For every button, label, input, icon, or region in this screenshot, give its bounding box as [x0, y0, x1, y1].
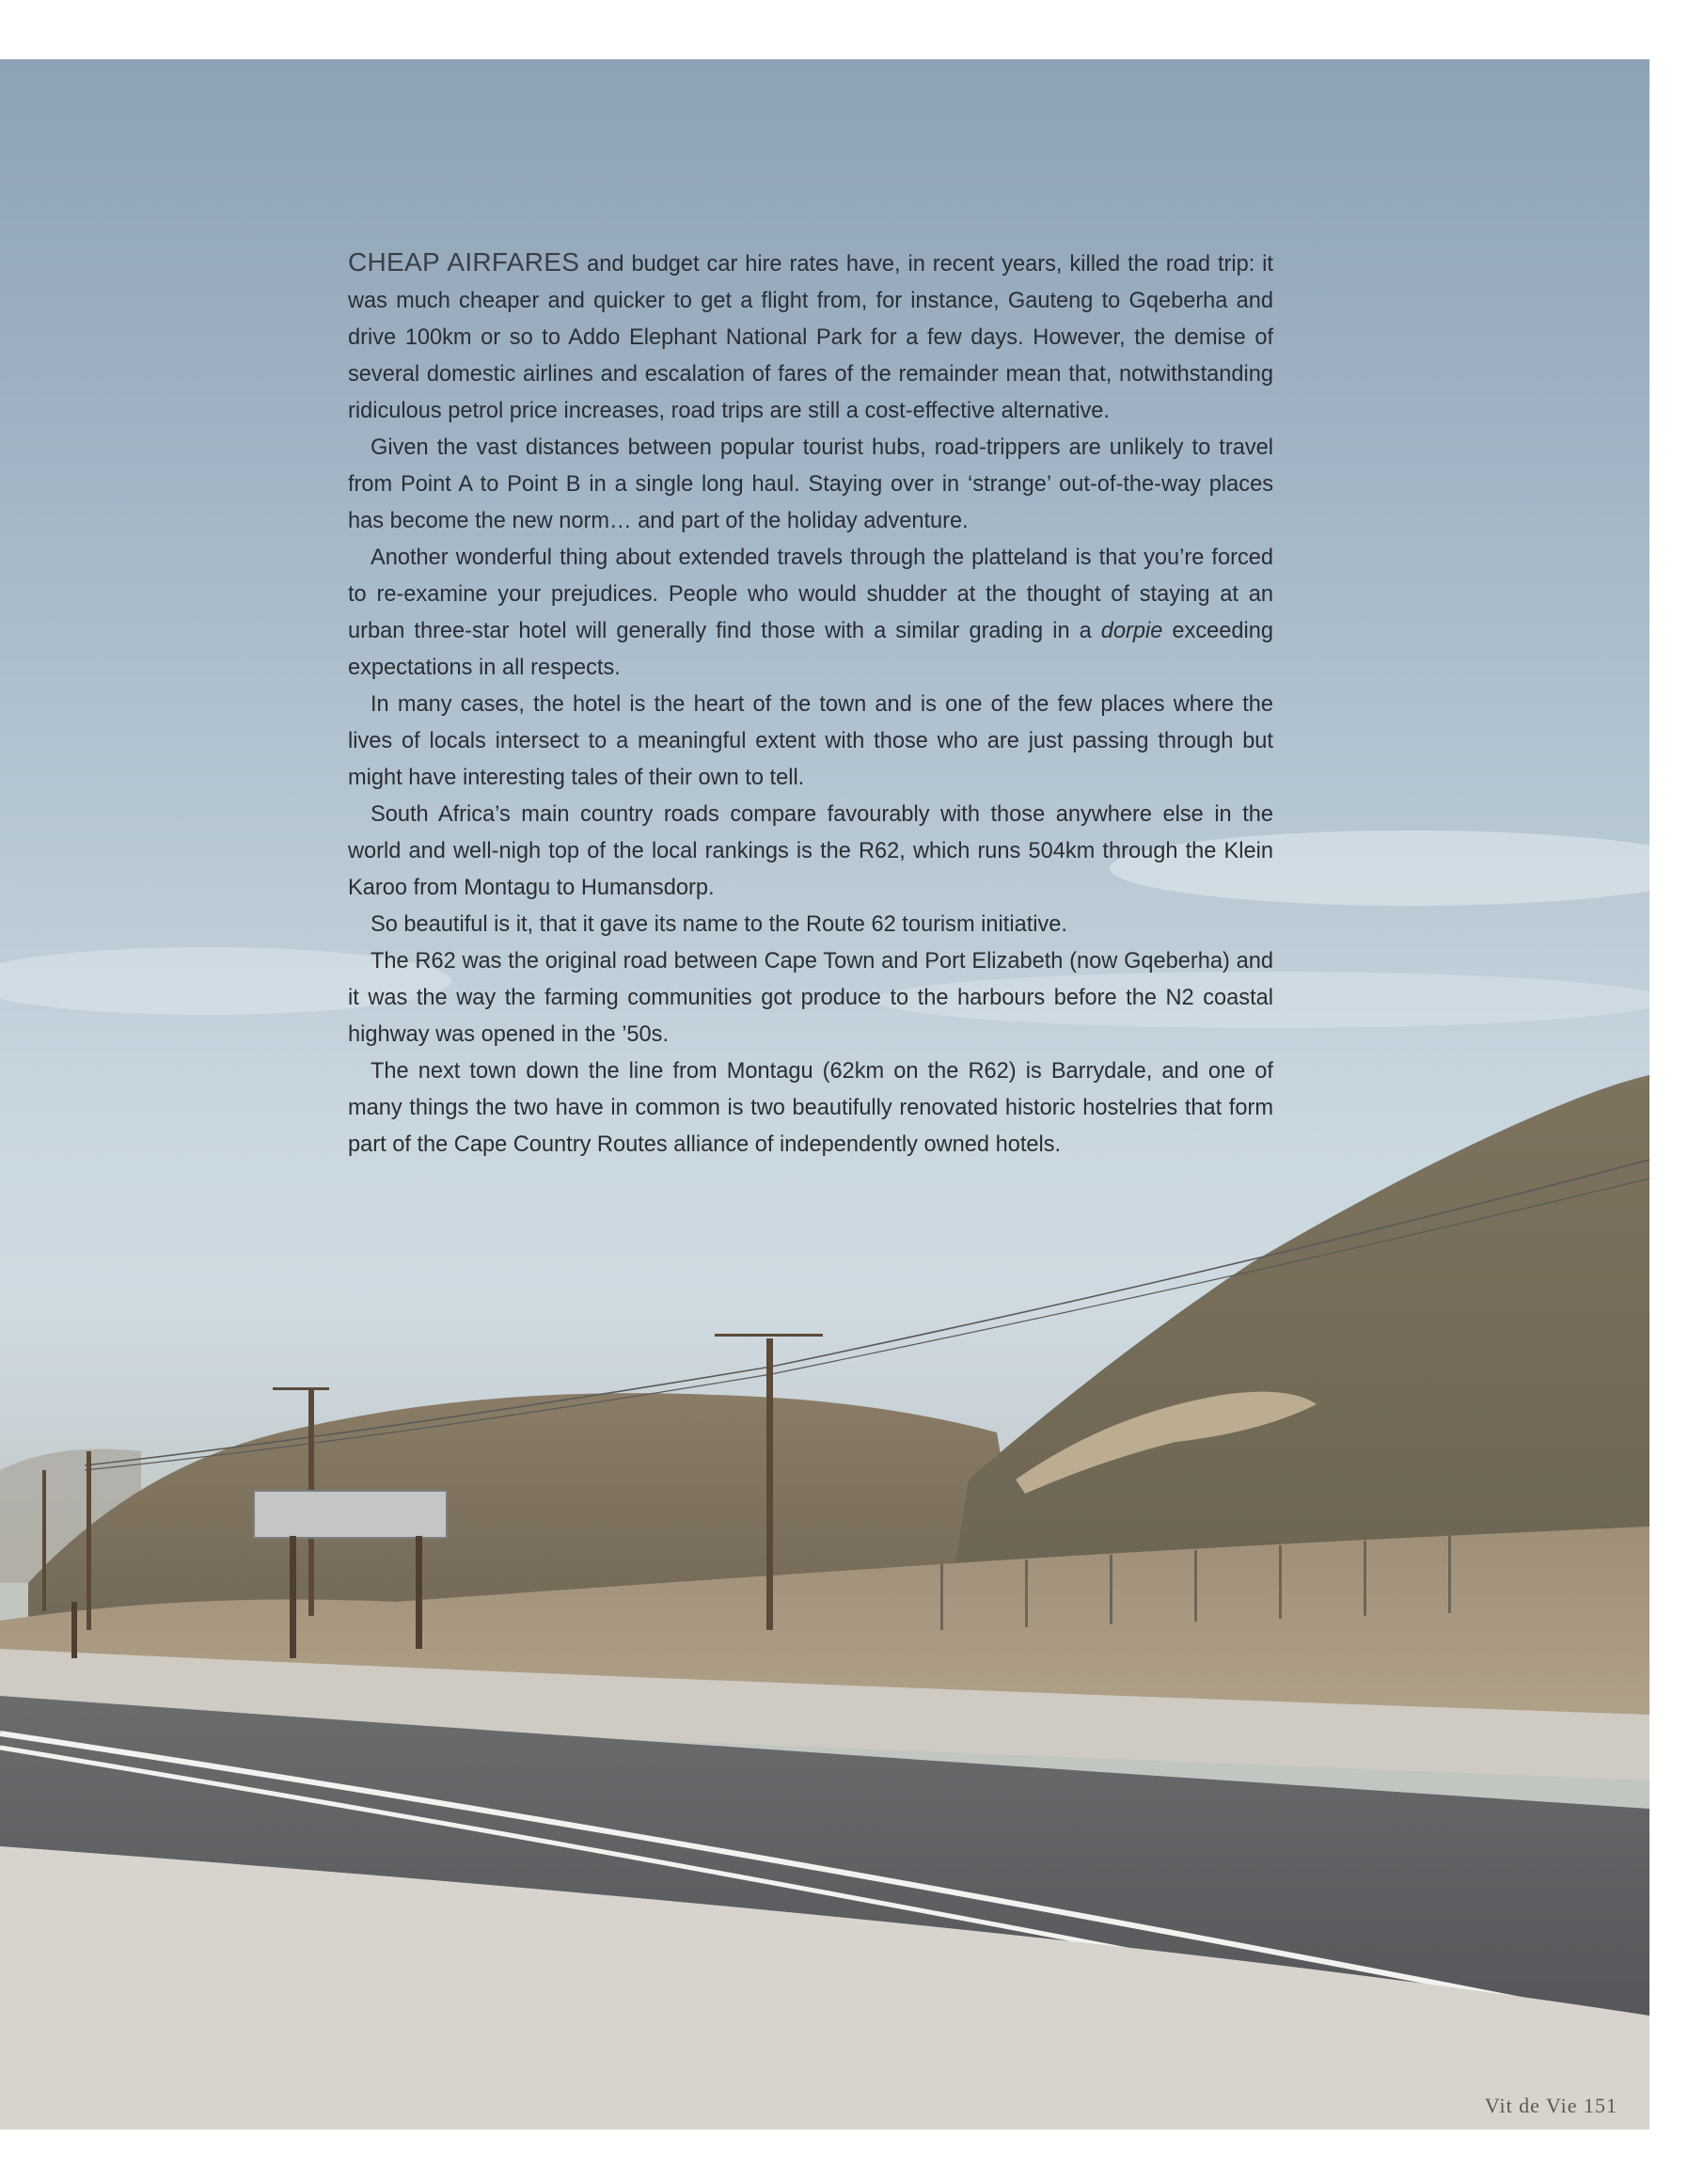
- paragraph: Given the vast distances between popular tourist hubs, road-trippers are unlikely to travel from Point A to Point B in a single long haul. Staying over in ‘strange’ out-of-the-way places has become the new norm… and part of the holiday adventure.: [348, 435, 1273, 533]
- article-body: [348, 244, 1273, 1163]
- paragraph: In many cases, the hotel is the heart of the town and is one of the few places where the lives of locals intersect to a meaningful extent with those who are just passing through but might have interesting tales of their own to tell.: [348, 692, 1273, 790]
- paragraph: [348, 244, 1273, 430]
- paragraph: The R62 was the original road between Cape Town and Port Elizabeth (now Gqeberha) and it was the way the farming communities got produce to the harbours before the N2 coastal highway was opened in the ’50s.: [348, 949, 1273, 1047]
- paragraph-text: and budget car hire rates have, in recent years, killed the road trip: it was much cheaper and quicker to get a flight from, for instance, Gauteng to Gqeberha and drive 100km or so to Addo Elephant National Park for a few days. However, the demise of several domestic airlines and escalation of fares of the remainder mean that, notwithstanding ridiculous petrol price increases, road trips are still a cost-effective alternative.: [348, 252, 1273, 423]
- publication-name: Vit de Vie: [1484, 2094, 1578, 2117]
- paragraph: South Africa’s main country roads compare favourably with those anywhere else in the world and well-nigh top of the local rankings is the R62, which runs 504km through the Klein Karoo from Montagu to Humansdorp.: [348, 802, 1273, 900]
- lead-in: CHEAP AIRFARES: [348, 247, 580, 277]
- paragraph: The next town down the line from Montagu (62km on the R62) is Barrydale, and one of many things the two have in common is two beautifully renovated historic hostelries that form part of the Cape Country Routes alliance of independently owned hotels.: [348, 1059, 1273, 1157]
- italic-term: dorpie: [1100, 619, 1163, 643]
- paragraph-text: Another wonderful thing about extended travels through the platteland is that you’re forced to re-examine your prejudices. People who would shudder at the thought of staying at an urban three-star hotel will generally find those with a similar grading in a: [348, 546, 1273, 643]
- paragraph: So beautiful is it, that it gave its name to the Route 62 tourism initiative.: [371, 912, 1067, 937]
- paragraph: [348, 540, 1273, 687]
- page-folio: [1485, 2094, 1617, 2118]
- page-number: 151: [1584, 2094, 1617, 2117]
- paragraph-text: exceeding expectations in all respects.: [348, 619, 1273, 680]
